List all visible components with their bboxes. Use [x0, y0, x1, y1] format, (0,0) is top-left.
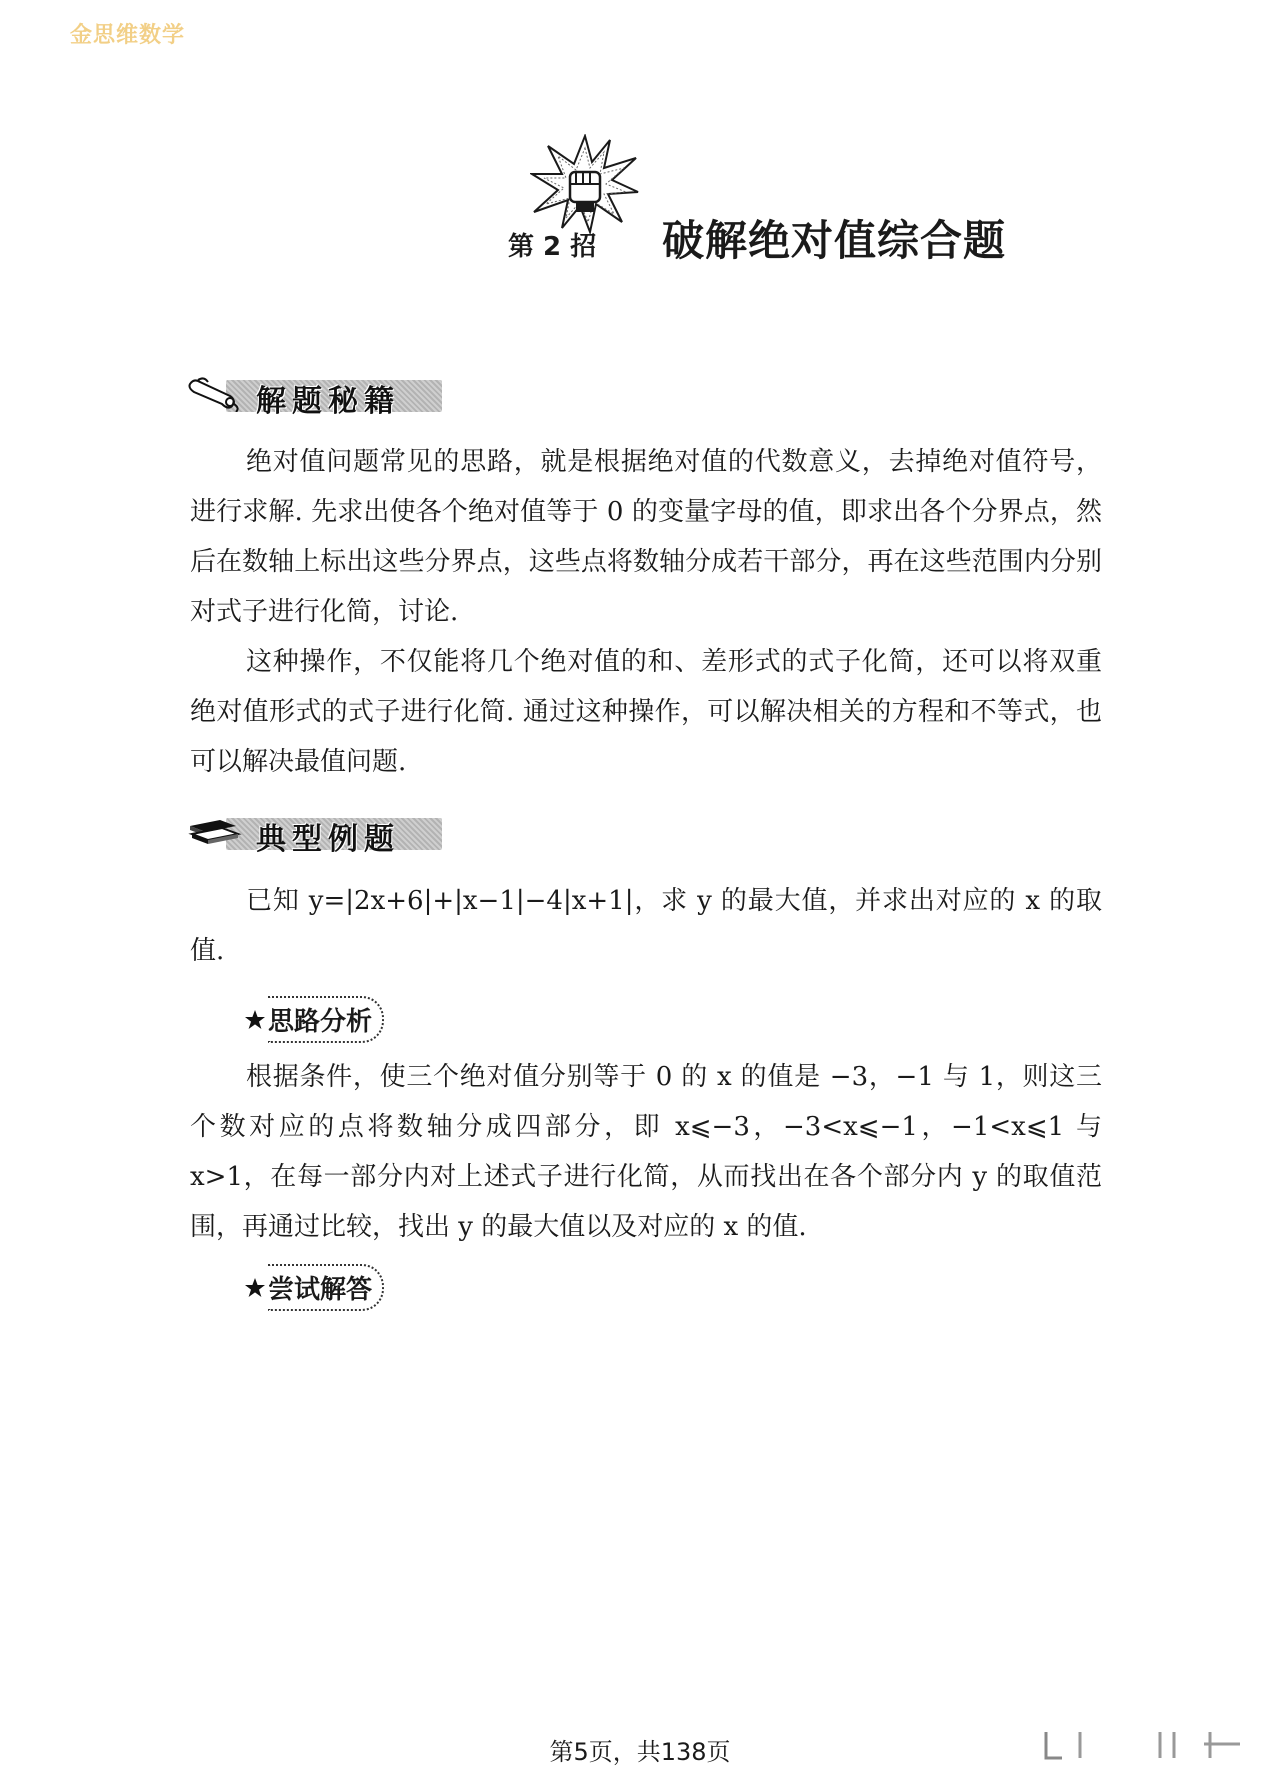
- paragraph: 绝对值问题常见的思路，就是根据绝对值的代数意义，去掉绝对值符号，进行求解. 先求出使各个绝对值等于 0 的变量字母的值，即求出各个分界点，然后在数轴上标出这些分界点，这些点将数轴分成若干部分，再在这些范围内分别对式子进行化简，讨论.: [190, 447, 1102, 627]
- attempt-heading: [244, 1264, 384, 1308]
- problem-statement: 已知 y=|2x+6|+|x−1|−4|x+1|，求 y 的最大值，并求出对应的 x 的取值.: [190, 886, 1102, 966]
- fist-burst-icon: [530, 134, 640, 234]
- analysis-heading: [244, 996, 384, 1040]
- section-title: 解题秘籍: [256, 384, 400, 419]
- analysis-paragraph: 根据条件，使三个绝对值分别等于 0 的 x 的值是 −3，−1 与 1，则这三个数对应的点将数轴分成四部分，即 x⩽−3，−3<x⩽−1，−1<x⩽1 与 x>1，在每一部分内对上述式子进行化简，从而找出在各个部分内 y 的取值范围，再通过比较，找出 y 的最大值以及对应的 x 的值.: [190, 1062, 1102, 1242]
- star-icon: [244, 1277, 266, 1299]
- section-title: 典型例题: [256, 822, 400, 857]
- chapter-header: [0, 130, 1280, 265]
- analysis-label: 思路分析: [268, 996, 384, 1043]
- paragraph: 这种操作，不仅能将几个绝对值的和、差形式的式子化简，还可以将双重绝对值形式的式子进行化简. 通过这种操作，可以解决相关的方程和不等式，也可以解决最值问题.: [190, 647, 1102, 777]
- section-heading-tips: [186, 368, 444, 418]
- scroll-icon: [186, 374, 246, 412]
- section-heading-examples: [186, 806, 444, 856]
- chapter-title: 破解绝对值综合题: [662, 216, 1007, 265]
- corner-marks-icon: [1040, 1728, 1250, 1768]
- book-stack-icon: [186, 812, 246, 850]
- attempt-label: 尝试解答: [268, 1264, 384, 1311]
- page-number-footer: 第5页，共138页: [549, 1738, 731, 1766]
- star-icon: [244, 1009, 266, 1031]
- watermark-logo-text: 金思维数学: [70, 23, 186, 48]
- chapter-number: 第 2 招: [508, 232, 597, 262]
